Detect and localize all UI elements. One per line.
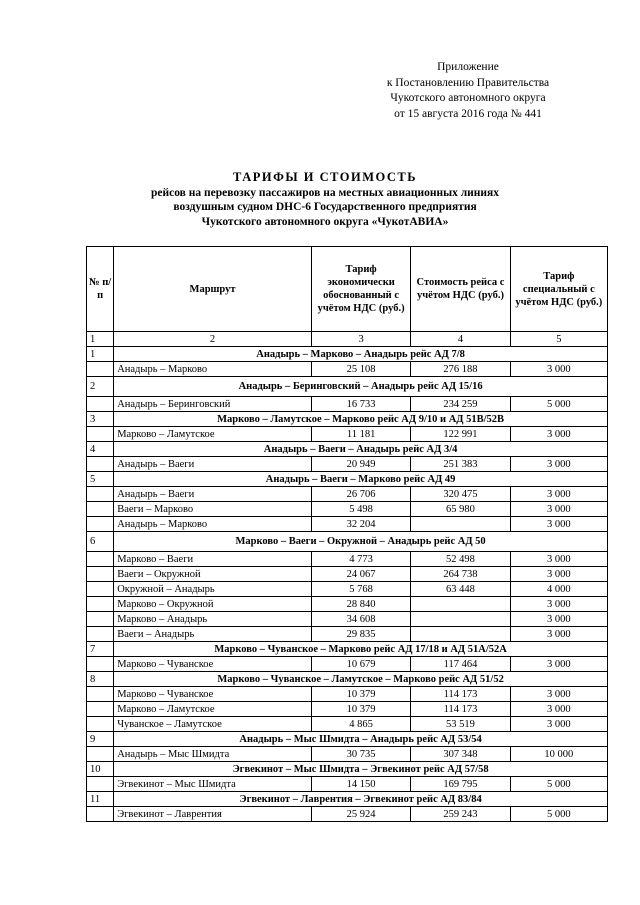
empty-cell [87,517,114,532]
route-cell: Чуванское – Ламутское [114,717,312,732]
group-title: Анадырь – Ваеги – Анадырь рейс АД 3/4 [114,442,608,457]
empty-cell [87,362,114,377]
route-cell: Анадырь – Марково [114,517,312,532]
table-row [87,807,608,822]
tariff-special-cell: 3 000 [510,362,607,377]
route-cell: Эгвекинот – Лаврентия [114,807,312,822]
route-cell: Марково – Ваеги [114,552,312,567]
table-row [87,427,608,442]
tariff-econ-cell: 24 067 [311,567,410,582]
group-number: 8 [87,672,114,687]
route-cell: Марково – Окружной [114,597,312,612]
cost-cell: 114 173 [411,687,510,702]
title-line: рейсов на перевозку пассажиров на местных авиационных линиях [150,186,500,199]
empty-cell [87,612,114,627]
group-row [87,532,608,552]
group-row [87,672,608,687]
cost-cell: 117 464 [411,657,510,672]
tariff-econ-cell: 5 768 [311,582,410,597]
table-header-row [87,247,608,332]
tariff-econ-cell: 28 840 [311,597,410,612]
group-title: Эгвекинот – Лаврентия – Эгвекинот рейс АД 83/84 [114,792,608,807]
group-row [87,442,608,457]
cost-cell: 259 243 [411,807,510,822]
empty-cell [87,502,114,517]
tariff-econ-cell: 10 379 [311,702,410,717]
table-row [87,717,608,732]
group-number: 5 [87,472,114,487]
cost-cell: 169 795 [411,777,510,792]
group-row [87,377,608,397]
tariff-econ-cell: 20 949 [311,457,410,472]
empty-cell [87,702,114,717]
tariff-special-cell: 3 000 [510,597,607,612]
route-cell: Анадырь – Ваеги [114,487,312,502]
table-body [87,347,608,822]
route-cell: Ваеги – Анадырь [114,627,312,642]
group-row [87,472,608,487]
cost-cell: 234 259 [411,397,510,412]
empty-cell [87,777,114,792]
group-number: 4 [87,442,114,457]
tariff-special-cell: 3 000 [510,717,607,732]
empty-cell [87,717,114,732]
group-title: Анадырь – Ваеги – Марково рейс АД 49 [114,472,608,487]
empty-cell [87,552,114,567]
tariff-econ-cell: 25 108 [311,362,410,377]
cost-cell: 122 991 [411,427,510,442]
route-cell: Эгвекинот – Мыс Шмидта [114,777,312,792]
route-cell: Окружной – Анадырь [114,582,312,597]
tariff-special-cell: 3 000 [510,517,607,532]
column-number-row [87,332,608,347]
table-row [87,552,608,567]
group-title: Эгвекинот – Мыс Шмидта – Эгвекинот рейс АД 57/58 [114,762,608,777]
route-cell: Анадырь – Мыс Шмидта [114,747,312,762]
group-title: Марково – Чуванское – Марково рейс АД 17/18 и АД 51А/52А [114,642,608,657]
table-row [87,582,608,597]
empty-cell [87,567,114,582]
tariff-special-cell: 3 000 [510,612,607,627]
tariff-econ-cell: 25 924 [311,807,410,822]
tariff-special-cell: 3 000 [510,552,607,567]
empty-cell [87,807,114,822]
column-number: 1 [87,332,114,347]
group-row [87,732,608,747]
group-number: 7 [87,642,114,657]
group-number: 3 [87,412,114,427]
column-number: 3 [311,332,410,347]
tariff-special-cell: 5 000 [510,777,607,792]
tariff-special-cell: 3 000 [510,457,607,472]
group-title: Анадырь – Мыс Шмидта – Анадырь рейс АД 53/54 [114,732,608,747]
table-row [87,612,608,627]
tariff-special-cell: 5 000 [510,807,607,822]
tariff-special-cell: 4 000 [510,582,607,597]
document-title [60,170,590,229]
route-cell: Марково – Ламутское [114,427,312,442]
cost-cell: 307 348 [411,747,510,762]
header-route: Маршрут [114,247,312,332]
table-row [87,747,608,762]
tariff-special-cell: 3 000 [510,627,607,642]
group-row [87,347,608,362]
header-cost: Стоимость рейса с учётом НДС (руб.) [411,247,510,332]
empty-cell [87,427,114,442]
table-row [87,567,608,582]
cost-cell: 320 475 [411,487,510,502]
tariff-econ-cell: 29 835 [311,627,410,642]
cost-cell [411,517,510,532]
table-row [87,487,608,502]
header-num: № п/п [87,247,114,332]
tariff-econ-cell: 26 706 [311,487,410,502]
cost-cell: 63 448 [411,582,510,597]
empty-cell [87,457,114,472]
group-title: Марково – Ваеги – Окружной – Анадырь рейс АД 50 [114,532,608,552]
tariff-special-cell: 3 000 [510,657,607,672]
tariff-econ-cell: 32 204 [311,517,410,532]
table-row [87,657,608,672]
empty-cell [87,687,114,702]
cost-cell: 264 738 [411,567,510,582]
empty-cell [87,582,114,597]
group-number: 1 [87,347,114,362]
tariff-special-cell: 5 000 [510,397,607,412]
group-title: Анадырь – Беринговский – Анадырь рейс АД 15/16 [114,377,608,397]
tariff-econ-cell: 11 181 [311,427,410,442]
tariff-econ-cell: 30 735 [311,747,410,762]
table-row [87,777,608,792]
empty-cell [87,627,114,642]
route-cell: Анадырь – Марково [114,362,312,377]
header-tariff-special: Тариф специальный с учётом НДС (руб.) [510,247,607,332]
table-row [87,517,608,532]
group-number: 10 [87,762,114,777]
cost-cell: 52 498 [411,552,510,567]
tariff-econ-cell: 5 498 [311,502,410,517]
table-row [87,597,608,612]
tariff-econ-cell: 14 150 [311,777,410,792]
cost-cell: 53 519 [411,717,510,732]
table-row [87,397,608,412]
cost-cell: 65 980 [411,502,510,517]
tariff-econ-cell: 10 379 [311,687,410,702]
appendix-line: Чукотского автономного округа [390,92,546,104]
group-row [87,412,608,427]
main-title: ТАРИФЫ И СТОИМОСТЬ [232,170,418,184]
empty-cell [87,397,114,412]
empty-cell [87,747,114,762]
column-number: 2 [114,332,312,347]
table-row [87,687,608,702]
cost-cell: 276 188 [411,362,510,377]
tariff-econ-cell: 4 773 [311,552,410,567]
title-line: воздушным судном DHC-6 Государственного предприятия [173,201,477,213]
group-number: 6 [87,532,114,552]
cost-cell [411,612,510,627]
group-row [87,642,608,657]
tariff-special-cell: 3 000 [510,687,607,702]
group-number: 9 [87,732,114,747]
route-cell: Марково – Чуванское [114,687,312,702]
table-row [87,362,608,377]
appendix-line: от 15 августа 2016 года № 441 [394,107,542,120]
group-title: Марково – Ламутское – Марково рейс АД 9/10 и АД 51В/52В [114,412,608,427]
table-row [87,627,608,642]
cost-cell [411,627,510,642]
tariff-econ-cell: 16 733 [311,397,410,412]
tariff-special-cell: 3 000 [510,567,607,582]
group-row [87,792,608,807]
route-cell: Анадырь – Ваеги [114,457,312,472]
route-cell: Ваеги – Окружной [114,567,312,582]
title-line: Чукотского автономного округа «ЧукотАВИА» [201,215,449,228]
group-number: 2 [87,377,114,397]
tariff-econ-cell: 4 865 [311,717,410,732]
route-cell: Ваеги – Марково [114,502,312,517]
cost-cell: 251 383 [411,457,510,472]
appendix-block [348,60,588,122]
empty-cell [87,597,114,612]
route-cell: Марково – Анадырь [114,612,312,627]
cost-cell: 114 173 [411,702,510,717]
appendix-line: к Постановлению Правительства [386,76,550,89]
tariff-special-cell: 3 000 [510,487,607,502]
group-title: Марково – Чуванское – Ламутское – Марково рейс АД 51/52 [114,672,608,687]
tariff-econ-cell: 10 679 [311,657,410,672]
tariffs-table [86,246,608,822]
tariff-special-cell: 3 000 [510,502,607,517]
route-cell: Анадырь – Беринговский [114,397,312,412]
appendix-line: Приложение [437,61,499,73]
group-row [87,762,608,777]
table-row [87,457,608,472]
route-cell: Марково – Чуванское [114,657,312,672]
column-number: 4 [411,332,510,347]
empty-cell [87,657,114,672]
header-tariff-econ: Тариф экономически обоснованный с учётом НДС (руб.) [311,247,410,332]
route-cell: Марково – Ламутское [114,702,312,717]
column-number: 5 [510,332,607,347]
table-row [87,502,608,517]
empty-cell [87,487,114,502]
tariff-special-cell: 3 000 [510,427,607,442]
tariff-special-cell: 3 000 [510,702,607,717]
tariff-econ-cell: 34 608 [311,612,410,627]
tariff-special-cell: 10 000 [510,747,607,762]
group-number: 11 [87,792,114,807]
group-title: Анадырь – Марково – Анадырь рейс АД 7/8 [114,347,608,362]
table-row [87,702,608,717]
cost-cell [411,597,510,612]
